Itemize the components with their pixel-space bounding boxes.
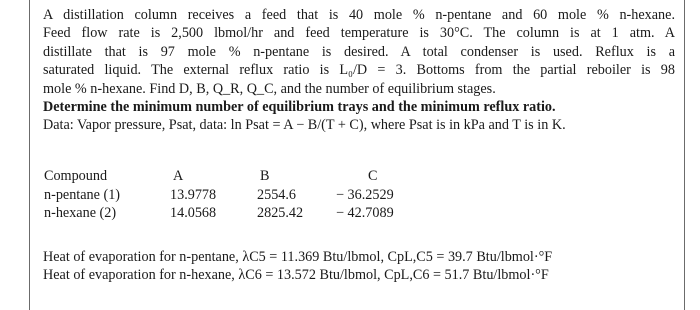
table-header-a: A [173, 168, 184, 184]
table-row-pentane-compound: n-pentane (1) [44, 186, 121, 203]
problem-line-2: Feed flow rate is 2,500 lbmol/hr and feed temperature is 30°C. The column is at 1 atm. A [43, 25, 675, 42]
right-border-line [684, 0, 685, 310]
table-row-hexane-a: 14.0568 [170, 205, 217, 222]
heat-pentane-line: Heat of evaporation for n-pentane, λC5 = 11.369 Btu/lbmol, CpL,C5 = 39.7 Btu/lbmol·°F [43, 249, 553, 265]
heat-hexane-line: Heat of evaporation for n-hexane, λC6 = 13.572 Btu/lbmol, CpL,C6 = 51.7 Btu/lbmol·°F [43, 267, 549, 284]
problem-line-4: saturated liquid. The external reflux ratio is L₀/D = 3. Bottoms from the partial reboiler is 98 [43, 62, 675, 79]
table-row-hexane-c: − 42.7089 [336, 205, 394, 222]
table-header-b: B [260, 168, 270, 184]
problem-line-1: A distillation column receives a feed that is 40 mole % n-pentane and 60 mole % n-hexane. [43, 7, 675, 23]
problem-line-5: mole % n-hexane. Find D, B, Q_R, Q_C, and the number of equilibrium stages. [43, 80, 496, 97]
heat-of-evaporation-section [43, 248, 552, 285]
left-border-line [29, 0, 30, 310]
problem-line-3: distillate that is 97 mole % n-pentane is desired. A total condenser is used. Reflux is a [43, 43, 675, 60]
table-row-hexane-b: 2825.42 [257, 205, 304, 222]
table-row-pentane-c: − 36.2529 [336, 186, 394, 203]
table-header-c: C [368, 168, 378, 184]
table-row-hexane-compound: n-hexane (2) [44, 205, 117, 222]
table-header-compound: Compound [44, 168, 108, 184]
problem-question: Determine the minimum number of equilibrium trays and the minimum reflux ratio. [43, 99, 556, 116]
problem-statement [43, 6, 675, 135]
table-row-pentane-b: 2554.6 [257, 186, 297, 203]
table-row-pentane-a: 13.9778 [170, 186, 217, 203]
vapor-pressure-data-line: Data: Vapor pressure, Psat, data: ln Psat = A − B/(T + C), where Psat is in kPa and T is in K. [43, 117, 566, 134]
